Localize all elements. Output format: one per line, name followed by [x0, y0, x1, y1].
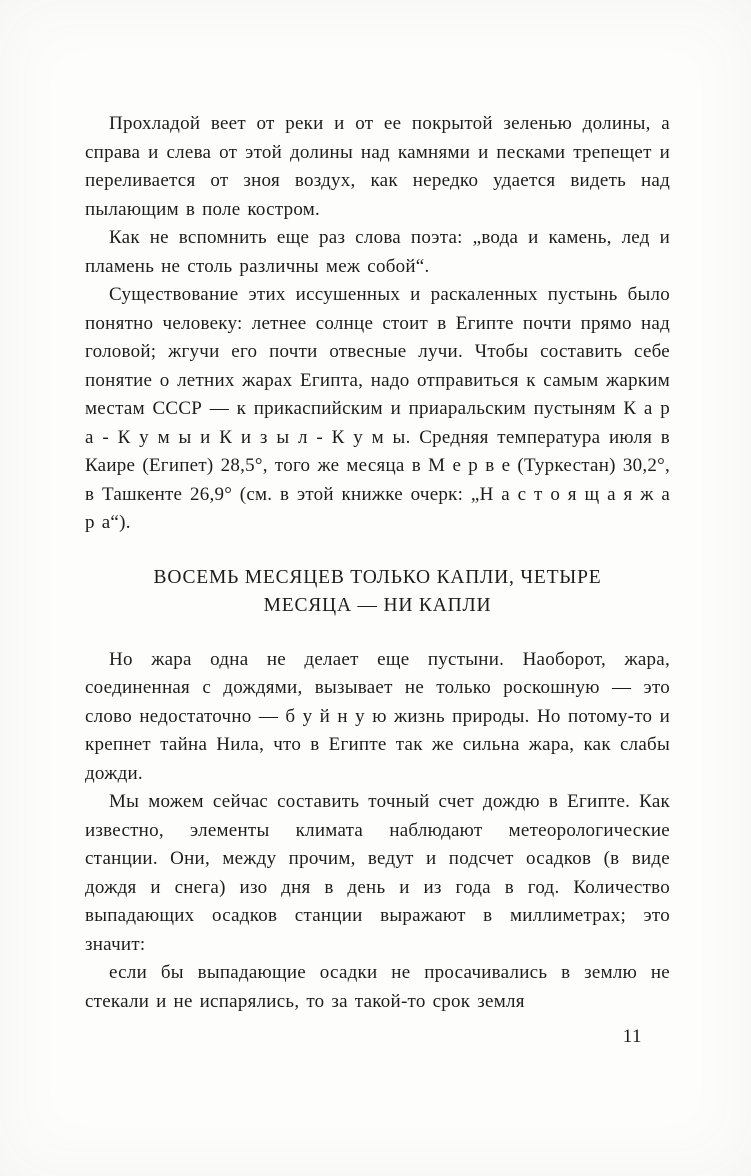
paragraph-6: если бы выпадающие осадки не просачивались в землю не стекали и не испарялись, то за такой-то срок земля [85, 962, 670, 1012]
page-number: 11 [622, 1026, 642, 1047]
text-block [85, 110, 670, 1048]
section-heading-line-2: МЕСЯЦА — НИ КАПЛИ [263, 594, 492, 616]
paragraph-5: Мы можем сейчас составить точный счет дождю в Египте. Как известно, элементы климата наблюдают метеорологические станции. Они, между прочим, ведут и подсчет осадков (в виде дождя и снега) изо дня в день и из года в год. Количество выпадающих осадков станции выражают в миллиметрах; это значит: [85, 791, 670, 955]
paragraph-1: Прохладой веет от реки и от ее покрытой зеленью долины, а справа и слева от этой долины над камнями и песками трепещет и переливается от зноя воздух, как нередко удается видеть над пылающим в поле костром. [85, 113, 670, 220]
section-heading-line-1: ВОСЕМЬ МЕСЯЦЕВ ТОЛЬКО КАПЛИ, ЧЕТЫРЕ [153, 566, 602, 588]
paragraph-4: Но жара одна не делает еще пустыни. Наоборот, жара, соединенная с дождями, вызывает не только роскошную — это слово недостаточно — б у й н у ю жизнь природы. Но потому-то и крепнет тайна Нила, что в Египте так же сильна жара, как слабы дожди. [85, 648, 670, 784]
section-heading [85, 564, 670, 620]
paragraph-3: Существование этих иссушенных и раскаленных пустынь было понятно человеку: летнее солнце стоит в Египте почти прямо над головой; жгучи его почти отвесные лучи. Чтобы составить себе понятие о летних жарах Египта, надо отправиться к самым жарким местам СССР — к прикаспийским и приаральским пустыням К а р а - К у м ы и К и з ы л - К у м ы. Средняя температура июля в Каире (Египет) 28,5°, того же месяца в М е р в е (Туркестан) 30,2°, в Ташкенте 26,9° (см. в этой книжке очерк: „Н а с т о я щ а я ж а р а“). [85, 284, 670, 533]
paragraph-2: Как не вспомнить еще раз слова поэта: „вода и камень, лед и пламень не столь различны меж собой“. [85, 227, 670, 277]
